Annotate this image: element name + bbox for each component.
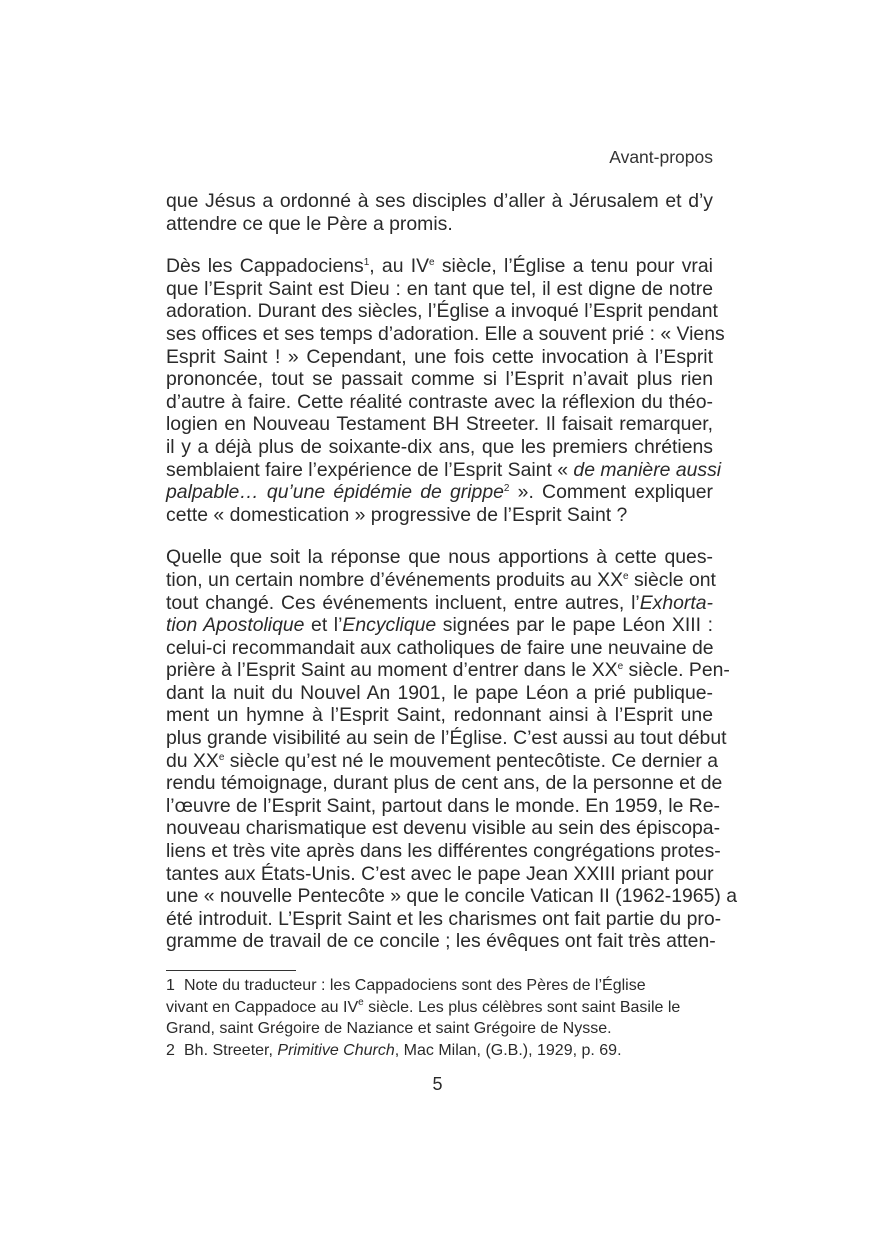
text-run: une « nouvelle Pentecôte » que le concile Vatican II (1962-1965) a — [166, 885, 737, 908]
text-run: Note du traducteur : les Cappadociens sont des Pères de l’Église — [184, 977, 646, 994]
footnote-number: 2 — [166, 1041, 175, 1059]
paragraph — [166, 255, 725, 526]
text-run: et l’ — [304, 614, 343, 637]
text-line — [166, 546, 713, 569]
text-run: siècle qu’est né le mouvement pentecôtiste. Ce dernier a — [224, 749, 719, 772]
text-line — [166, 749, 719, 773]
text-line — [166, 704, 713, 727]
text-run: nouveau charismatique est devenu visible au sein des épiscopa- — [166, 817, 721, 840]
page-number: 5 — [432, 1074, 443, 1094]
text-run: attendre ce que le Père a promis. — [166, 212, 453, 235]
text-run: prononcée, tout se passait comme si l’Esprit n’avait plus rien — [166, 368, 713, 391]
text-line — [166, 458, 722, 482]
text-line — [166, 346, 713, 369]
text-run: l’œuvre de l’Esprit Saint, partout dans le monde. En 1959, le Re- — [166, 794, 720, 817]
italic-text: de manière aussi — [573, 458, 722, 481]
italic-text: Primitive Church — [277, 1041, 395, 1059]
footnote-line — [166, 997, 713, 1019]
text-run: il y a déjà plus de soixante-dix ans, que les premiers chrétiens — [166, 435, 713, 458]
text-line — [166, 682, 713, 705]
text-line — [166, 481, 713, 504]
text-run: tout changé. Ces événements incluent, entre autres, l’ — [166, 591, 640, 614]
text-run: Grand, saint Grégoire de Naziance et saint Grégoire de Nysse. — [166, 1020, 612, 1037]
text-line — [166, 391, 713, 414]
text-run: que l’Esprit Saint est Dieu : en tant que tel, il est digne de notre — [166, 277, 713, 300]
footnote-separator — [166, 970, 296, 971]
text-run: prière à l’Esprit Saint au moment d’entrer dans le XX — [166, 659, 618, 682]
text-run: rendu témoignage, durant plus de cent ans, de la personne et de — [166, 772, 723, 795]
text-line — [166, 637, 713, 660]
text-line — [166, 817, 721, 840]
text-run: Quelle que soit la réponse que nous apportions à cette ques- — [166, 546, 713, 569]
text-run: vivant en Cappadoce au IV — [166, 998, 359, 1016]
text-run: siècle. Les plus célèbres sont saint Basile le — [363, 998, 681, 1016]
text-run: , au IV — [369, 255, 430, 278]
text-line — [166, 592, 713, 615]
body-text — [166, 190, 737, 973]
text-line — [166, 659, 730, 682]
text-run: signées par le pape Léon XIII : — [436, 614, 713, 637]
italic-text: tion Apostolique — [166, 614, 305, 637]
text-run: siècle, l’Église a tenu pour vrai — [434, 255, 713, 278]
footnote-line — [166, 1040, 713, 1062]
italic-text: Encyclique — [342, 614, 437, 637]
superscript: e — [429, 257, 435, 269]
text-run: liens et très vite après dans les différentes congrégations protes- — [166, 840, 721, 863]
superscript: e — [358, 996, 364, 1008]
text-line — [166, 840, 721, 863]
footnote-reference: 1 — [363, 257, 370, 269]
superscript: e — [218, 751, 225, 763]
text-line — [166, 772, 723, 795]
text-line — [166, 213, 713, 236]
text-run: été introduit. L’Esprit Saint et les charismes ont fait partie du pro- — [166, 907, 722, 930]
italic-text: Exhorta- — [639, 591, 713, 614]
text-run: ment un hymne à l’Esprit Saint, redonnant ainsi à l’Esprit une — [166, 704, 713, 727]
text-run: tantes aux États-Unis. C’est avec le pape Jean XXIII priant pour — [166, 862, 714, 885]
text-line — [166, 885, 737, 908]
running-head: Avant-propos — [609, 147, 713, 167]
text-line — [166, 368, 713, 391]
paragraph — [166, 546, 737, 953]
text-run: que Jésus a ordonné à ses disciples d’aller à Jérusalem et d’y — [166, 190, 713, 212]
text-run: ses offices et ses temps d’adoration. Elle a souvent prié : « Viens — [166, 322, 725, 345]
text-line — [166, 930, 716, 953]
footnote-reference: 2 — [503, 483, 510, 495]
text-run: ». Comment expliquer — [509, 481, 713, 504]
text-line — [166, 436, 713, 459]
text-run: gramme de travail de ce concile ; les évêques ont fait très atten- — [166, 930, 716, 953]
text-run: , Mac Milan, (G.B.), 1929, p. 69. — [394, 1041, 622, 1059]
text-line — [166, 794, 720, 818]
text-run: du XX — [166, 749, 219, 772]
text-run: siècle ont — [628, 568, 716, 591]
text-run: dant la nuit du Nouvel An 1901, le pape Léon a prié publique- — [166, 681, 713, 704]
text-line — [166, 255, 713, 278]
text-run: Bh. Streeter, — [184, 1041, 278, 1059]
text-line — [166, 568, 716, 592]
text-line — [166, 278, 713, 301]
text-line — [166, 907, 722, 931]
paragraph — [166, 190, 713, 235]
footnote-number: 1 — [166, 977, 175, 994]
text-run: d’autre à faire. Cette réalité contraste avec la réflexion du théo- — [166, 390, 713, 413]
superscript: e — [617, 661, 624, 673]
text-run: celui-ci recommandait aux catholiques de faire une neuvaine de — [166, 636, 714, 659]
footnote-line — [166, 975, 713, 997]
text-run: siècle. Pen- — [623, 659, 730, 682]
italic-text: palpable… qu’une épidémie de grippe — [166, 481, 504, 504]
text-line — [166, 190, 713, 213]
superscript: e — [623, 570, 629, 582]
footnotes — [166, 975, 713, 1061]
text-line — [166, 614, 713, 637]
text-line — [166, 727, 727, 750]
text-line — [166, 413, 713, 436]
text-run: semblaient faire l’expérience de l’Esprit Saint « — [166, 458, 574, 481]
text-line — [166, 300, 718, 323]
footnote-line — [166, 1018, 713, 1040]
text-run: cette « domestication » progressive de l’Esprit Saint ? — [166, 503, 628, 526]
text-run: adoration. Durant des siècles, l’Église a invoqué l’Esprit pendant — [166, 300, 718, 323]
text-run: plus grande visibilité au sein de l’Église. C’est aussi au tout début — [166, 727, 727, 750]
text-line — [166, 322, 725, 346]
text-line — [166, 863, 713, 886]
text-line — [166, 504, 713, 527]
text-run: Esprit Saint ! » Cependant, une fois cette invocation à l’Esprit — [166, 345, 713, 368]
text-run: tion, un certain nombre d’événements produits au XX — [166, 568, 624, 591]
text-run: Dès les Cappadociens — [166, 255, 364, 278]
text-run: logien en Nouveau Testament BH Streeter. Il faisait remarquer, — [166, 413, 713, 436]
